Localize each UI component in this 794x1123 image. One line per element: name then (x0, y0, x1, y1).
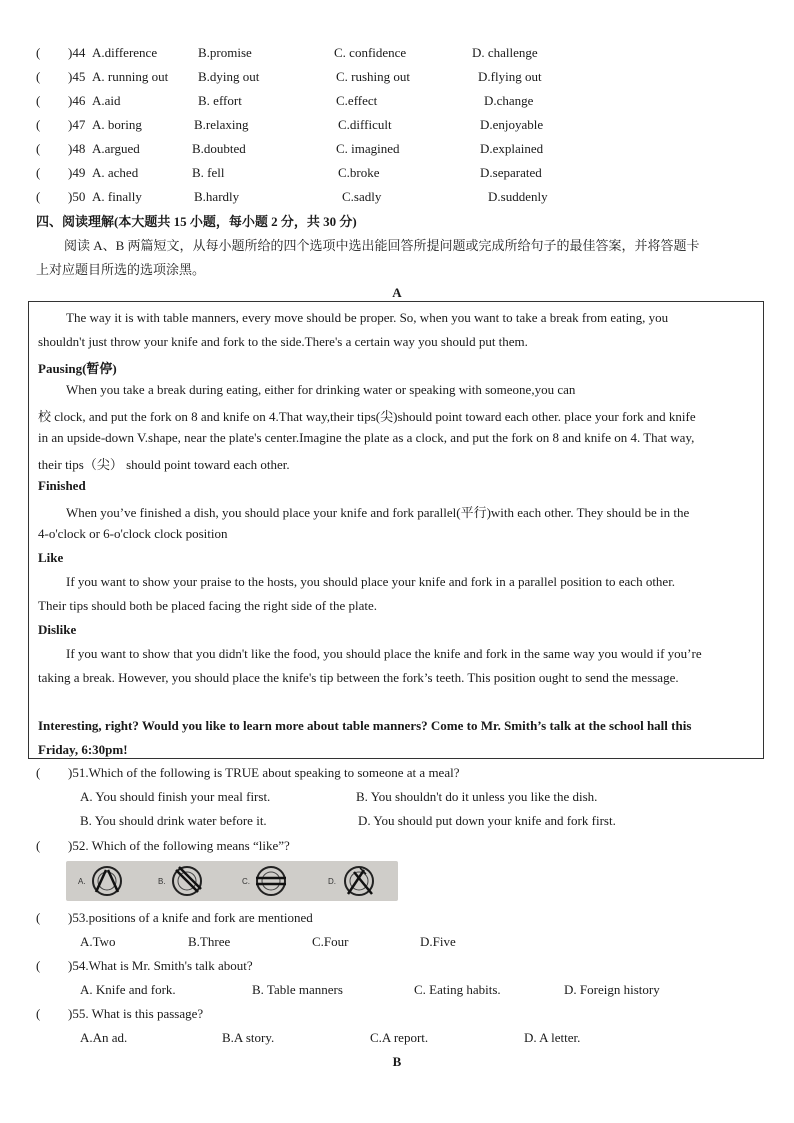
q53-option-a: A.Two (80, 934, 116, 949)
heading-pausing: Pausing(暂停) (38, 361, 117, 376)
q53-paren: ( (36, 910, 41, 925)
q52-paren: ( (36, 838, 41, 853)
q52-label-d: D. (328, 877, 336, 886)
cloze-option-d: D. challenge (472, 45, 538, 60)
heading-like: Like (38, 550, 64, 565)
q54-option-c: C. Eating habits. (414, 982, 501, 997)
instructions-line1: 阅读 A、B 两篇短文，从每小题所给的四个选项中选出能回答所提问题或完成所给句子的最佳答案，并将答题卡 (64, 238, 700, 253)
cloze-option-b: B.dying out (198, 69, 260, 84)
plate-icon-b (170, 864, 204, 898)
like-2: Their tips should both be placed facing the right side of the plate. (38, 598, 377, 613)
cloze-number: )48 (68, 141, 86, 156)
cloze-option-b: B.doubted (192, 141, 246, 156)
cloze-option-a: A. running out (92, 69, 169, 84)
q55-option-d: D. A letter. (524, 1030, 581, 1045)
passage-a-box (28, 301, 764, 759)
cloze-option-a: A.difference (92, 45, 158, 60)
q54-option-a: A. Knife and fork. (80, 982, 176, 997)
cloze-number: )44 (68, 45, 86, 60)
cloze-option-a: A. ached (92, 165, 139, 180)
q52-label-c: C. (242, 877, 250, 886)
section-title: 四、阅读理解(本大题共 15 小题，每小题 2 分，共 30 分) (36, 214, 357, 229)
cloze-number: )50 (68, 189, 86, 204)
pausing-2: 校 clock, and put the fork on 8 and knife on 4.That way,their tips(尖)should point toward each other. place your fork and knife (38, 409, 696, 424)
cloze-option-d: D.suddenly (488, 189, 548, 204)
cloze-option-a: A.argued (92, 141, 140, 156)
q52-label-a: A. (78, 877, 86, 886)
q51-stem: )51.Which of the following is TRUE about speaking to someone at a meal? (68, 765, 460, 780)
cloze-paren: ( (36, 45, 41, 60)
cloze-option-c: C. rushing out (336, 69, 411, 84)
q51-paren: ( (36, 765, 41, 780)
cloze-paren: ( (36, 165, 41, 180)
cloze-paren: ( (36, 117, 41, 132)
q51-option-b: B. You shouldn't do it unless you like the dish. (356, 789, 598, 804)
cloze-paren: ( (36, 141, 41, 156)
cloze-option-a: A. finally (92, 189, 142, 204)
dislike-1: If you want to show that you didn't like the food, you should place the knife and fork in the same way you would if you’re (66, 646, 702, 661)
pausing-4: their tips（尖） should point toward each other. (38, 457, 290, 472)
heading-dislike: Dislike (38, 622, 77, 637)
cloze-number: )47 (68, 117, 86, 132)
passage-b-label: B (392, 1054, 402, 1069)
cloze-number: )45 (68, 69, 86, 84)
q51-option-c: B. You should drink water before it. (80, 813, 267, 828)
plate-icon-d (342, 864, 376, 898)
q54-option-b: B. Table manners (252, 982, 343, 997)
like-1: If you want to show your praise to the hosts, you should place your knife and fork in a parallel position to each other. (66, 574, 676, 589)
q55-option-b: B.A story. (222, 1030, 275, 1045)
cloze-option-d: D.enjoyable (480, 117, 544, 132)
cloze-number: )49 (68, 165, 86, 180)
q52-stem: )52. Which of the following means “like”? (68, 838, 290, 853)
plate-icon-c (254, 864, 288, 898)
q55-option-c: C.A report. (370, 1030, 429, 1045)
finished-1: When you’ve finished a dish, you should place your knife and fork parallel(平行)with each other. They should be in the (66, 505, 690, 520)
q55-paren: ( (36, 1006, 41, 1021)
cloze-paren: ( (36, 69, 41, 84)
q53-option-b: B.Three (188, 934, 231, 949)
plate-icon-a (90, 864, 124, 898)
pausing-1: When you take a break during eating, either for drinking water or speaking with someone,you can (66, 382, 576, 397)
finished-2: 4-o'clock or 6-o'clock clock position (38, 526, 228, 541)
cloze-paren: ( (36, 93, 41, 108)
q53-stem: )53.positions of a knife and fork are mentioned (68, 910, 313, 925)
q55-stem: )55. What is this passage? (68, 1006, 204, 1021)
cloze-option-c: C. confidence (334, 45, 407, 60)
cloze-option-c: C.effect (336, 93, 378, 108)
closing-2: Friday, 6:30pm! (38, 742, 128, 757)
heading-finished: Finished (38, 478, 86, 493)
cloze-option-b: B. fell (192, 165, 225, 180)
q55-option-a: A.An ad. (80, 1030, 128, 1045)
dislike-2: taking a break. However, you should place the knife's tip between the fork’s teeth. This position ought to send the message. (38, 670, 679, 685)
cloze-option-b: B. effort (198, 93, 242, 108)
cloze-option-c: C.sadly (342, 189, 382, 204)
cloze-option-b: B.hardly (194, 189, 240, 204)
cloze-option-d: D.change (484, 93, 534, 108)
q51-option-a: A. You should finish your meal first. (80, 789, 271, 804)
passage-a-label: A (392, 285, 402, 300)
cloze-paren: ( (36, 189, 41, 204)
cloze-option-d: D.flying out (478, 69, 542, 84)
passage-intro-1: The way it is with table manners, every move should be proper. So, when you want to take a break from eating, you (66, 310, 669, 325)
q54-option-d: D. Foreign history (564, 982, 660, 997)
cloze-number: )46 (68, 93, 86, 108)
cloze-option-a: A.aid (92, 93, 121, 108)
cloze-option-c: C. imagined (336, 141, 400, 156)
q53-option-c: C.Four (312, 934, 349, 949)
q54-stem: )54.What is Mr. Smith's talk about? (68, 958, 253, 973)
cloze-option-d: D.explained (480, 141, 544, 156)
q54-paren: ( (36, 958, 41, 973)
instructions-line2: 上对应题目所选的选项涂黑。 (36, 262, 206, 277)
cloze-option-b: B.promise (198, 45, 252, 60)
cloze-option-a: A. boring (92, 117, 142, 132)
q52-label-b: B. (158, 877, 166, 886)
cloze-option-d: D.separated (480, 165, 542, 180)
q51-option-d: D. You should put down your knife and fork first. (358, 813, 616, 828)
passage-intro-2: shouldn't just throw your knife and fork to the side.There's a certain way you should put them. (38, 334, 528, 349)
q52-image-options (66, 861, 398, 901)
cloze-option-b: B.relaxing (194, 117, 249, 132)
cloze-option-c: C.difficult (338, 117, 392, 132)
closing-1: Interesting, right? Would you like to learn more about table manners? Come to Mr. Smith’s talk at the school hall this (38, 718, 692, 733)
cloze-option-c: C.broke (338, 165, 380, 180)
pausing-3: in an upside-down V.shape, near the plate's center.Imagine the plate as a clock, and put the fork on 8 and knife on 4. That way, (38, 430, 695, 445)
q53-option-d: D.Five (420, 934, 456, 949)
